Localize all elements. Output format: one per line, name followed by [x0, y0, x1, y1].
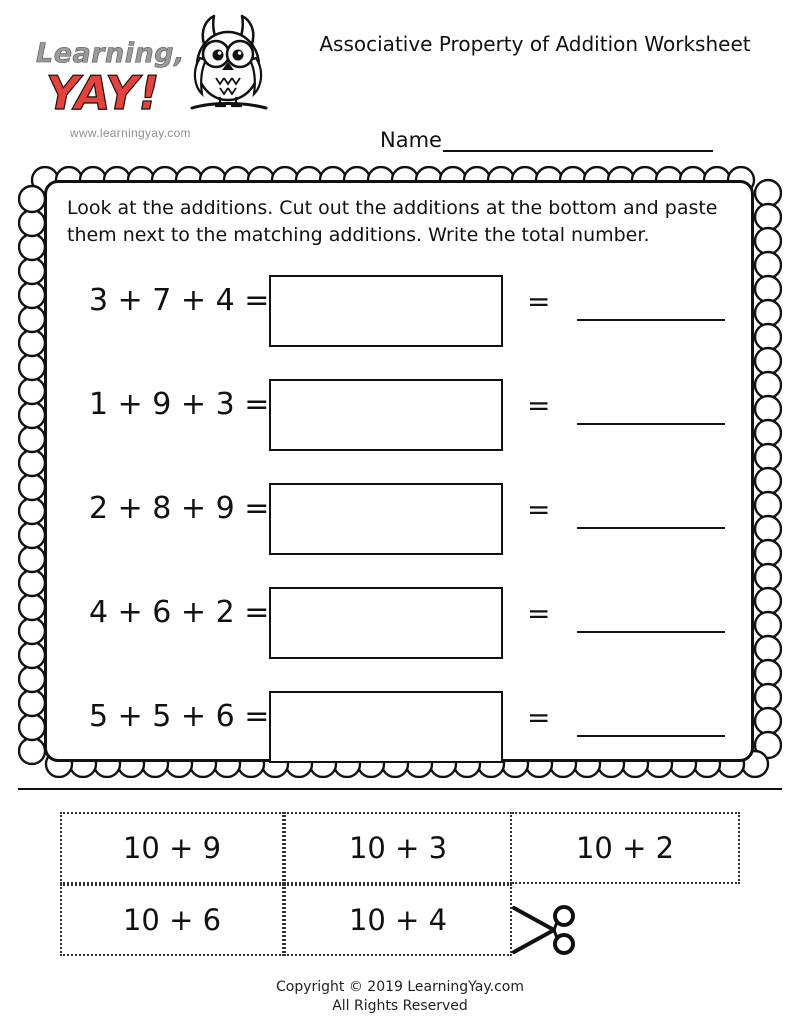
problem-expression: 2 + 8 + 9 =: [89, 491, 270, 526]
worksheet-panel: [18, 166, 782, 778]
problem-row: [47, 261, 757, 365]
name-label: Name: [380, 128, 442, 152]
logo-text-yay: YAY!: [46, 66, 160, 120]
problem-row: [47, 469, 757, 573]
cutout-tile[interactable]: 10 + 2: [512, 812, 740, 884]
problem-row: [47, 573, 757, 677]
problem-row: [47, 365, 757, 469]
paste-box[interactable]: [269, 379, 503, 451]
cutout-tile[interactable]: 10 + 3: [284, 812, 512, 884]
logo-url: www.learningyay.com: [70, 126, 191, 140]
cutout-tile[interactable]: 10 + 6: [60, 884, 284, 956]
logo-text-learning: Learning,: [36, 38, 185, 69]
page-header: [0, 0, 800, 165]
name-input-line[interactable]: [443, 130, 713, 152]
panel-inner-frame: [44, 180, 754, 762]
site-logo: [28, 8, 288, 158]
paste-box[interactable]: [269, 483, 503, 555]
cutout-section: [60, 812, 740, 967]
problem-list: [47, 261, 757, 781]
problem-expression: 1 + 9 + 3 =: [89, 387, 270, 422]
equals-sign: =: [527, 389, 551, 422]
paste-box[interactable]: [269, 691, 503, 763]
answer-line[interactable]: [577, 317, 725, 321]
paste-box[interactable]: [269, 275, 503, 347]
answer-line[interactable]: [577, 733, 725, 737]
problem-row: [47, 677, 757, 781]
page-footer: [0, 978, 800, 1016]
name-field-row: [380, 128, 713, 152]
page-title: Associative Property of Addition Worksheet: [319, 32, 751, 56]
owl-icon: [178, 10, 278, 120]
equals-sign: =: [527, 597, 551, 630]
answer-line[interactable]: [577, 525, 725, 529]
problem-expression: 5 + 5 + 6 =: [89, 699, 270, 734]
equals-sign: =: [527, 285, 551, 318]
copyright-line: Copyright © 2019 LearningYay.com: [275, 979, 524, 995]
rights-line: All Rights Reserved: [332, 997, 468, 1014]
answer-line[interactable]: [577, 629, 725, 633]
instructions-text: Look at the additions. Cut out the additions at the bottom and paste them next to the matching additions. Write the total number.: [67, 197, 718, 246]
equals-sign: =: [527, 701, 551, 734]
cutout-tile[interactable]: 10 + 4: [284, 884, 512, 956]
cutout-tile[interactable]: 10 + 9: [60, 812, 284, 884]
problem-expression: 3 + 7 + 4 =: [89, 283, 270, 318]
problem-expression: 4 + 6 + 2 =: [89, 595, 270, 630]
cut-line-divider: [18, 788, 782, 790]
scissors-icon: [508, 900, 580, 960]
equals-sign: =: [527, 493, 551, 526]
paste-box[interactable]: [269, 587, 503, 659]
answer-line[interactable]: [577, 421, 725, 425]
